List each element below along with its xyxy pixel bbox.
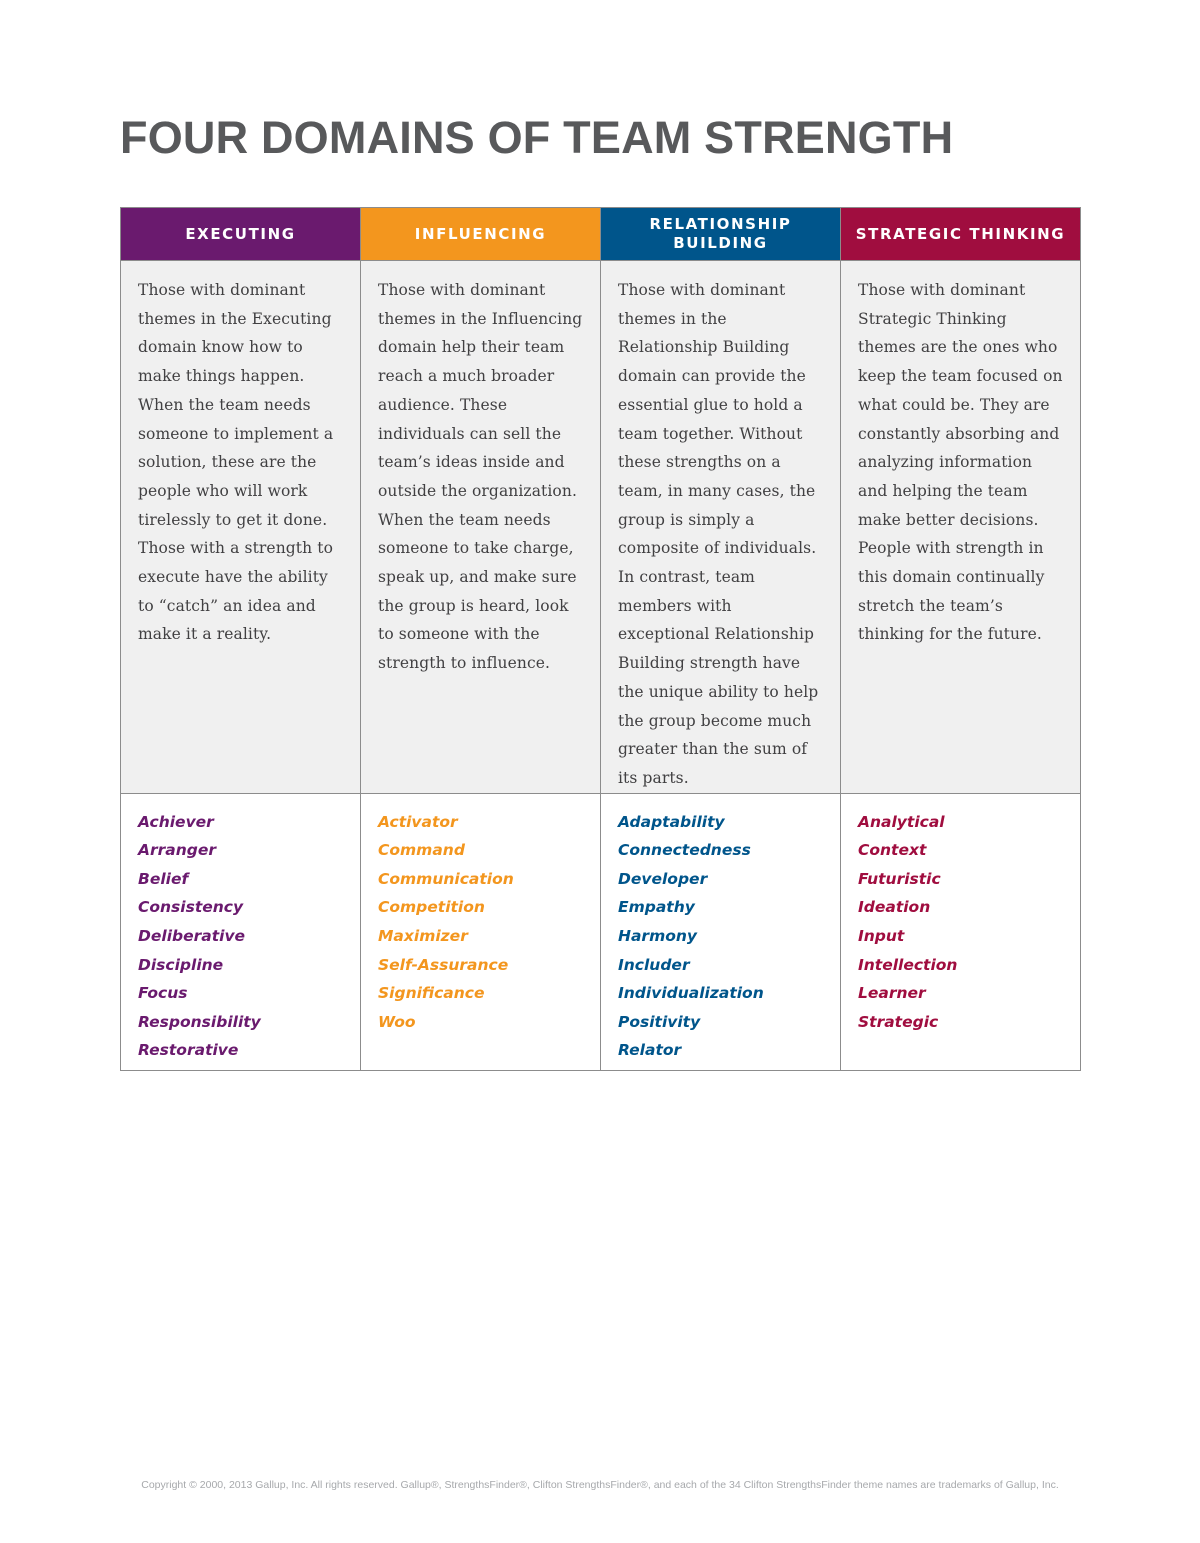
theme-item: Strategic [858, 1012, 939, 1031]
theme-item: Restorative [138, 1041, 239, 1060]
theme-item: Deliberative [138, 927, 246, 946]
theme-item: Connectedness [618, 841, 751, 860]
description-row [121, 261, 1081, 794]
theme-list-influencing [361, 794, 600, 1037]
domains-table [120, 207, 1081, 1071]
description-cell-relationship-building [601, 261, 841, 794]
themes-cell-influencing [361, 793, 601, 1070]
description-cell-strategic-thinking [841, 261, 1081, 794]
theme-item: Includer [618, 955, 690, 974]
header-strategic-thinking: STRATEGIC THINKING [841, 208, 1081, 261]
header-executing: EXECUTING [121, 208, 361, 261]
copyright-footer: Copyright © 2000, 2013 Gallup, Inc. All rights reserved. Gallup®, StrengthsFinder®, Clifton StrengthsFinder®, and each of the 34 Clifton StrengthsFinder theme names are trademarks of Gallup, Inc. [141, 1479, 1059, 1491]
theme-item: Context [858, 841, 927, 860]
theme-list-relationship-building [601, 794, 840, 1065]
themes-cell-relationship-building [601, 793, 841, 1070]
theme-item: Communication [378, 869, 514, 888]
theme-list-strategic-thinking [841, 794, 1080, 1037]
theme-item: Discipline [138, 955, 224, 974]
theme-item: Adaptability [618, 812, 725, 831]
themes-cell-strategic-thinking [841, 793, 1081, 1070]
theme-item: Achiever [138, 812, 214, 831]
theme-item: Maximizer [378, 927, 468, 946]
themes-row [121, 793, 1081, 1070]
theme-item: Ideation [858, 898, 931, 917]
theme-item: Self-Assurance [378, 955, 509, 974]
theme-item: Responsibility [138, 1012, 261, 1031]
theme-item: Belief [138, 869, 189, 888]
theme-item: Analytical [858, 812, 945, 831]
theme-item: Harmony [618, 927, 698, 946]
description-cell-executing [121, 261, 361, 794]
description-strategic-thinking: Those with dominant Strategic Thinking themes are the ones who keep the team focused on what could be. They are constantly absorbing and analyzing information and helping the team make better decisions. People with strength in this domain continually stretch the team’s thinking for the future. [858, 281, 1063, 644]
theme-item: Relator [618, 1041, 682, 1060]
theme-list-executing [121, 794, 360, 1065]
header-relationship-building: RELATIONSHIP BUILDING [601, 208, 841, 261]
page-title: FOUR DOMAINS OF TEAM STRENGTH [120, 112, 954, 163]
description-relationship-building: Those with dominant themes in the Relationship Building domain can provide the essential glue to hold a team together. Without these strengths on a team, in many cases, the group is simply a composite of individuals. In contrast, team members with exceptional Relationship Building strength have the unique ability to help the group become much greater than the sum of its parts. [618, 281, 819, 787]
theme-item: Learner [858, 984, 926, 1003]
description-influencing: Those with dominant themes in the Influencing domain help their team reach a much broader audience. These individuals can sell the team’s ideas inside and outside the organization. When the team needs someone to take charge, speak up, and make sure the group is heard, look to someone with the strength to influence. [378, 281, 583, 673]
theme-item: Woo [378, 1012, 416, 1031]
theme-item: Activator [378, 812, 458, 831]
theme-item: Input [858, 927, 905, 946]
header-influencing: INFLUENCING [361, 208, 601, 261]
theme-item: Individualization [618, 984, 764, 1003]
theme-item: Positivity [618, 1012, 701, 1031]
description-executing: Those with dominant themes in the Executing domain know how to make things happen. When the team needs someone to implement a solution, these are the people who will work tirelessly to get it done. Those with a strength to execute have the ability to “catch” an idea and make it a reality. [138, 281, 334, 644]
theme-item: Arranger [138, 841, 217, 860]
theme-item: Developer [618, 869, 708, 888]
theme-item: Focus [138, 984, 188, 1003]
header-row [121, 208, 1081, 261]
theme-item: Futuristic [858, 869, 941, 888]
theme-item: Consistency [138, 898, 244, 917]
themes-cell-executing [121, 793, 361, 1070]
theme-item: Competition [378, 898, 485, 917]
theme-item: Intellection [858, 955, 958, 974]
description-cell-influencing [361, 261, 601, 794]
theme-item: Command [378, 841, 465, 860]
theme-item: Significance [378, 984, 485, 1003]
theme-item: Empathy [618, 898, 695, 917]
